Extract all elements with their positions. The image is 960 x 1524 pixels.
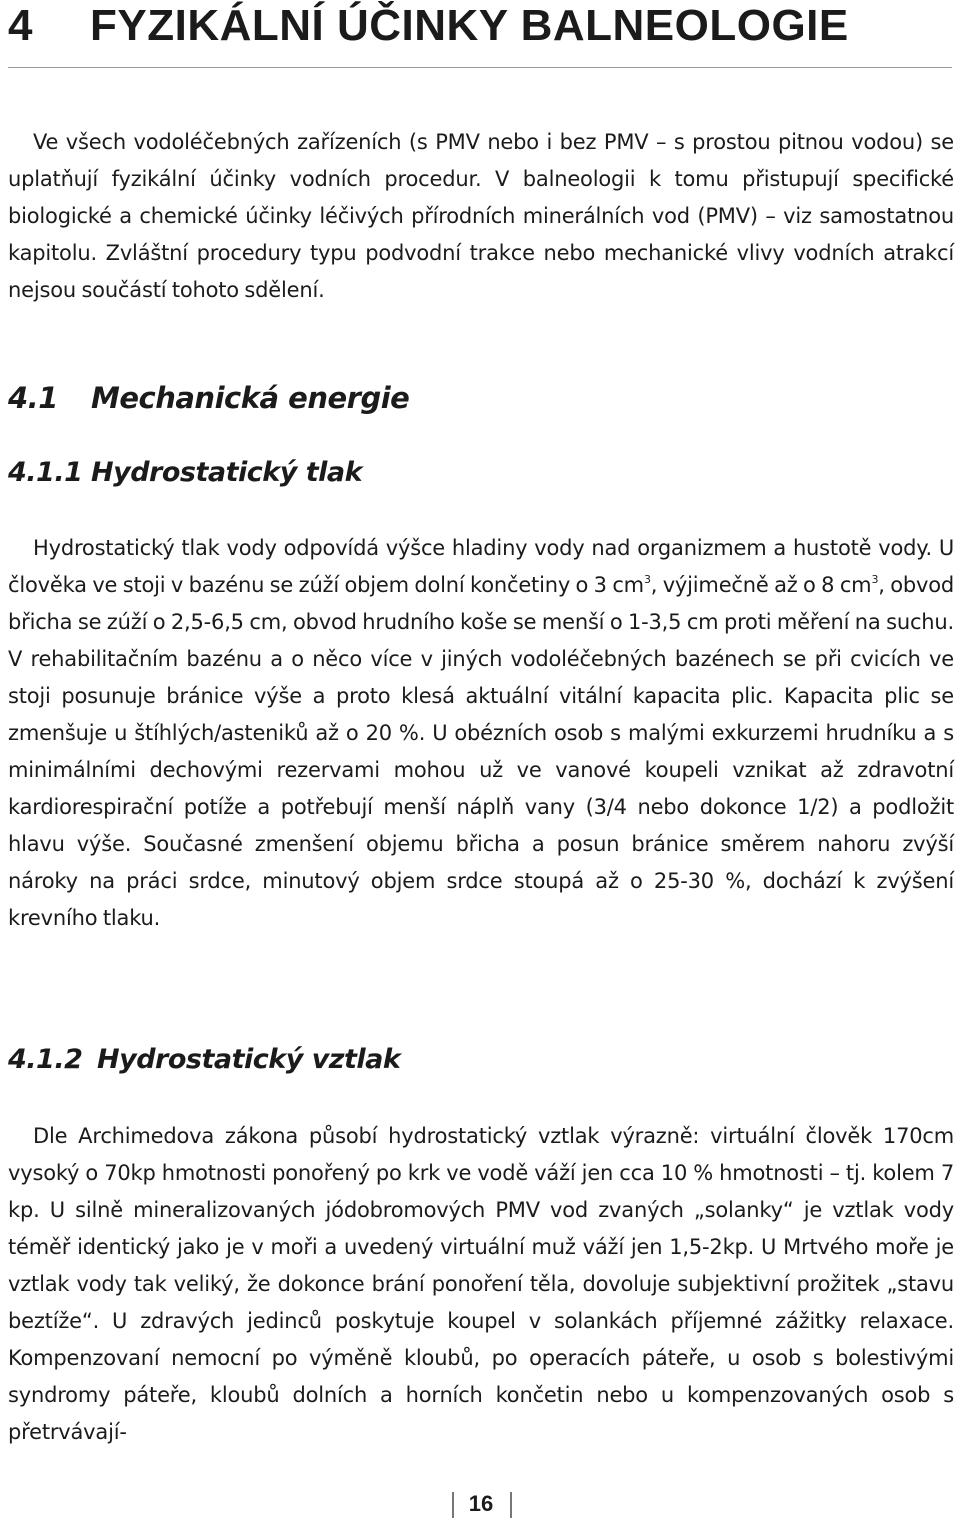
superscript-cubic: 3	[871, 573, 879, 586]
section-heading-4-1-1	[8, 456, 362, 490]
section-heading-4-1	[8, 380, 409, 416]
section-title: Hydrostatický vztlak	[97, 1044, 401, 1075]
paragraph-text-part-3: , obvod břicha se zúží o 2,5-6,5 cm, obvod hrudního koše se menší o 1-3,5 cm proti měření na suchu. V rehabilitačním bazénu a o něco více v jiných vodoléčebných bazénech se při cvicích ve stoji posunuje bránice výše a proto klesá aktuální vitální kapacita plic. Kapacita plic se zmenšuje u štíhlých/asteniků až o 20 %. U obézních osob s malými exkurzemi hrudníku a s minimálními dechovými rezervami mohou už ve vanové koupeli vznikat až zdravotní kardiorespirační potíže a potřebují menší náplň vany (3/4 nebo dokonce 1/2) a podložit hlavu výše. Současné zmenšení objemu břicha a posun bránice směrem nahoru zvýší nároky na práci srdce, minutový objem srdce stoupá až o 25-30 %, dochází k zvýšení krevního tlaku.	[8, 573, 954, 930]
section-title: Mechanická energie	[91, 381, 410, 415]
paragraph-text-part-1: Hydrostatický tlak vody odpovídá výšce hladiny vody nad organizmem a hustotě vody. U člověka ve stoji v bazénu se zúží objem dolní končetiny o 3 cm	[8, 536, 954, 597]
section-number: 4.1.1	[8, 457, 83, 488]
page-number-right-bar	[510, 1492, 512, 1518]
chapter-number: 4	[8, 1, 33, 50]
page-number: 16	[468, 1491, 494, 1516]
heading-divider	[8, 67, 952, 68]
section-heading-4-1-2	[8, 1043, 400, 1077]
paragraph-text-part-2: , výjimečně až o 8 cm	[650, 573, 872, 597]
chapter-heading	[8, 2, 849, 50]
section-title: Hydrostatický tlak	[91, 457, 363, 488]
intro-text: Ve všech vodoléčebných zařízeních (s PMV nebo i bez PMV – s prostou pitnou vodou) se uplatňují fyzikální účinky vodních procedur. V balneologii k tomu přistupují specifické biologické a chemické účinky léčivých přírodních minerálních vod (PMV) – viz samostatnou kapitolu. Zvláštní procedury typu podvodní trakce nebo mechanické vlivy vodních atrakcí nejsou součástí tohoto sdělení.	[8, 130, 954, 302]
section-number: 4.1.2	[8, 1044, 83, 1075]
hydrostatic-pressure-paragraph	[8, 530, 954, 937]
paragraph-text: Dle Archimedova zákona působí hydrostatický vztlak výrazně: virtuální člověk 170cm vysoký o 70kp hmotnosti ponořený po krk ve vodě váží jen cca 10 % hmotnosti – tj. kolem 7 kp. U silně mineralizovaných jódobromových PMV vod zvaných „solanky“ je vztlak vody téměř identický jako je v moři a uvedený virtuální muž váží jen 1,5-2kp. U Mrtvého moře je vztlak vody tak veliký, že dokonce brání ponoření těla, dovoluje subjektivní prožitek „stavu beztíže“. U zdravých jedinců poskytuje koupel v solankách příjemné zážitky relaxace. Kompenzovaní nemocní po výměně kloubů, po operacích páteře, u osob s bolestivými syndromy páteře, kloubů dolních a horních končetin nebo u kompenzovaných osob s přetrvávají-	[8, 1124, 954, 1444]
section-number: 4.1	[8, 381, 58, 415]
intro-paragraph	[8, 124, 954, 309]
page-footer	[0, 1488, 960, 1522]
superscript-cubic: 3	[643, 573, 651, 586]
chapter-title: FYZIKÁLNÍ ÚČINKY BALNEOLOGIE	[90, 1, 849, 50]
buoyancy-paragraph	[8, 1118, 954, 1451]
